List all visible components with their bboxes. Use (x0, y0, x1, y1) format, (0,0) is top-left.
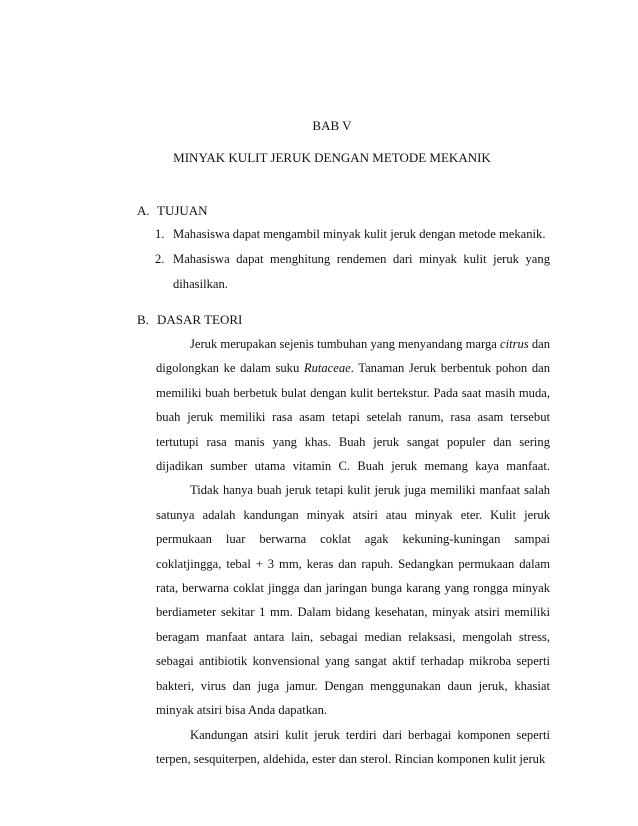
list-item (155, 247, 550, 297)
list-item-text: Mahasiswa dapat mengambil minyak kulit jeruk dengan metode mekanik. (173, 227, 546, 241)
list-item-number: 1. (155, 227, 165, 241)
section-b-letter: B. (137, 312, 149, 327)
section-b-title: DASAR TEORI (157, 312, 243, 327)
term-citrus: citrus (499, 337, 529, 351)
section-a-letter: A. (137, 203, 150, 218)
paragraph-1-text-c: . Tanaman Jeruk berbentuk pohon dan memiliki buah berbetuk bulat dengan kulit bertekstur. Pada saat masih muda, buah jeruk memiliki rasa asam tetapi setelah ranum, rasa asam tersebut tertutupi rasa manis yang khas. Buah jeruk sangat populer dan sering dijadikan sumber utama vitamin C. Buah jeruk memang kaya manfaat. (156, 361, 550, 474)
section-a-heading (137, 203, 208, 219)
paragraph-2: Tidak hanya buah jeruk tetapi kulit jeruk juga memiliki manfaat salah satunya adalah kandungan minyak atsiri atau minyak eter. Kulit jeruk permukaan luar berwarna coklat agak kekuning-kuningan sampai coklatjingga, tebal + 3 mm, keras dan rapuh. Sedangkan permukaan dalam rata, berwarna coklat jingga dan jaringan bunga karang yang rongga minyak berdiameter sekitar 1 mm. Dalam bidang kesehatan, minyak atsiri memiliki beragam manfaat antara lain, sebagai median relaksasi, mengolah stress, sebagai antibiotik konvensional yang sangat aktif terhadap mikroba seperti bakteri, virus dan juga jamur. Dengan menggunakan daun jeruk, khasiat minyak atsiri bisa Anda dapatkan. (156, 483, 550, 718)
paragraph-1 (156, 332, 550, 478)
paragraph-1-text-b: dan digolongkan ke dalam suku (156, 337, 551, 376)
list-item (155, 222, 550, 247)
paragraph-3: Kandungan atsiri kulit jeruk terdiri dari berbagai komponen seperti terpen, sesquiterpen, aldehida, ester dan sterol. Rincian komponen kulit jeruk (156, 727, 550, 766)
theory-body (156, 332, 550, 771)
term-rutaceae: Rutaceae (303, 361, 351, 376)
chapter-title: MINYAK KULIT JERUK DENGAN METODE MEKANIK (173, 150, 491, 165)
chapter-heading: BAB V (312, 118, 352, 133)
section-b-heading (137, 312, 242, 328)
list-item-number: 2. (155, 252, 165, 266)
objectives-list (155, 222, 550, 297)
section-a-title: TUJUAN (157, 203, 208, 218)
list-item-text: Mahasiswa dapat menghitung rendemen dari minyak kulit jeruk yang dihasilkan. (173, 252, 550, 291)
paragraph-1-text-a: Jeruk merupakan sejenis tumbuhan yang menyandang marga (190, 337, 500, 351)
